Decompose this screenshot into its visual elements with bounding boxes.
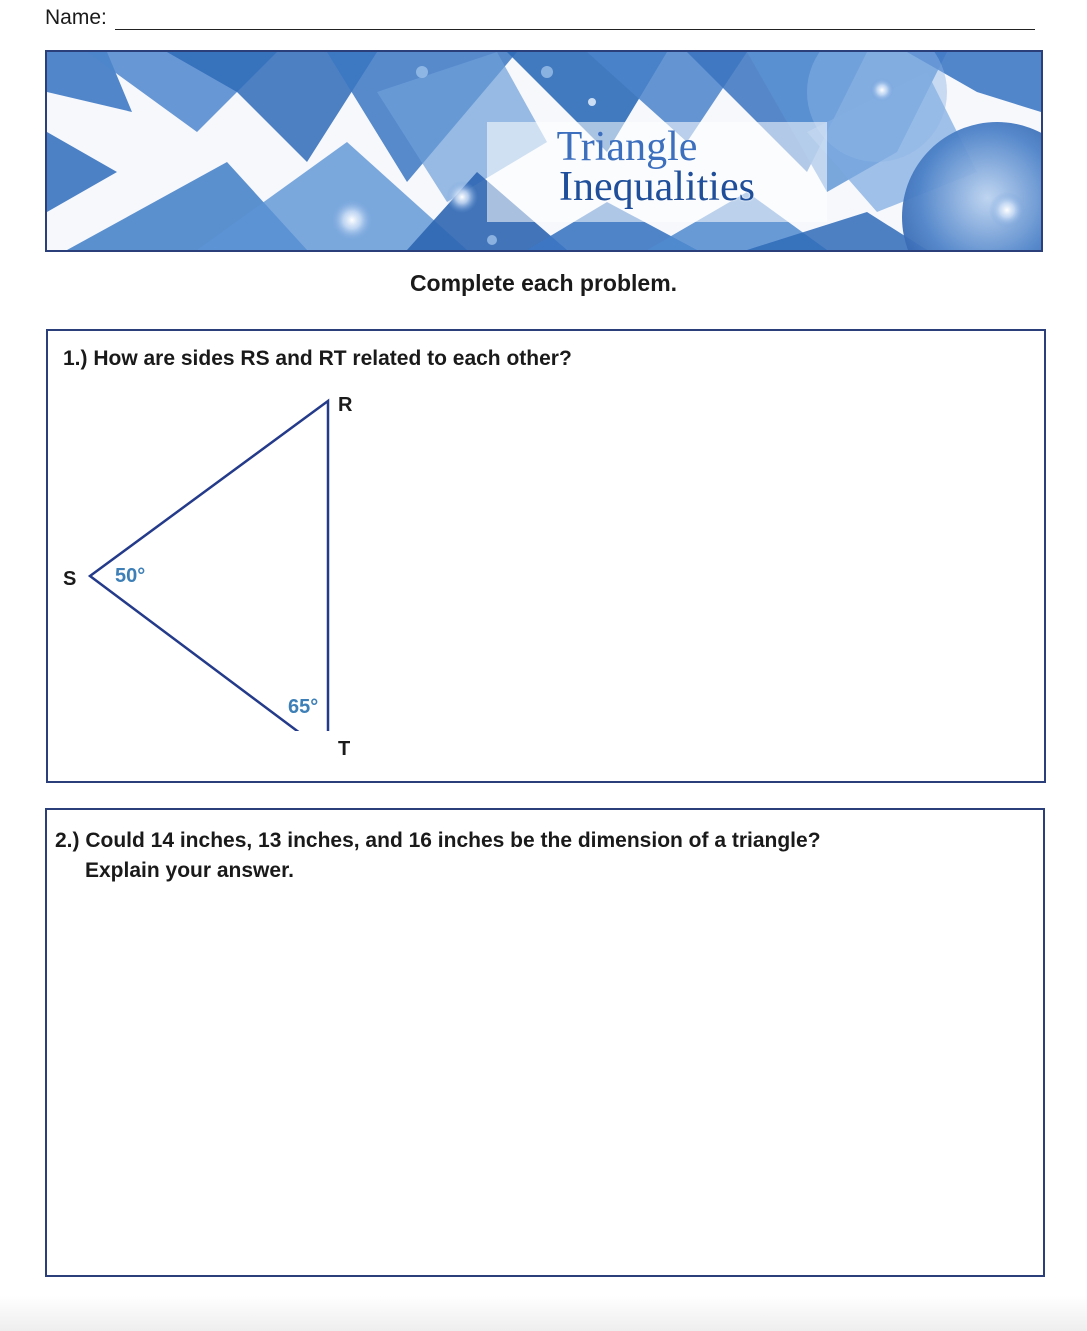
problem-2-question bbox=[55, 826, 821, 886]
title-banner bbox=[45, 50, 1043, 252]
problem-1-box[interactable] bbox=[46, 329, 1046, 783]
banner-title-line2: Inequalities bbox=[559, 164, 755, 210]
name-label: Name: bbox=[45, 6, 107, 29]
problem-1-question: 1.) How are sides RS and RT related to each other? bbox=[63, 347, 572, 370]
banner-title-line1: Triangle bbox=[556, 124, 698, 170]
banner-title bbox=[487, 124, 827, 210]
page-footer-shade bbox=[0, 1296, 1087, 1331]
problem-2-box[interactable] bbox=[45, 808, 1045, 1277]
angle-s-label: 50° bbox=[115, 565, 146, 587]
problem-2-question-line2: Explain your answer. bbox=[85, 859, 294, 882]
name-row bbox=[45, 6, 1035, 30]
triangle-diagram bbox=[48, 331, 448, 731]
problem-2-question-line1: 2.) Could 14 inches, 13 inches, and 16 inches be the dimension of a triangle? bbox=[55, 829, 821, 852]
vertex-r-label: R bbox=[338, 394, 353, 416]
vertex-s-label: S bbox=[63, 568, 77, 590]
name-answer-line[interactable] bbox=[115, 29, 1035, 30]
instructions: Complete each problem. bbox=[409, 270, 678, 296]
angle-t-label: 65° bbox=[288, 696, 319, 718]
vertex-t-label: T bbox=[338, 738, 351, 760]
